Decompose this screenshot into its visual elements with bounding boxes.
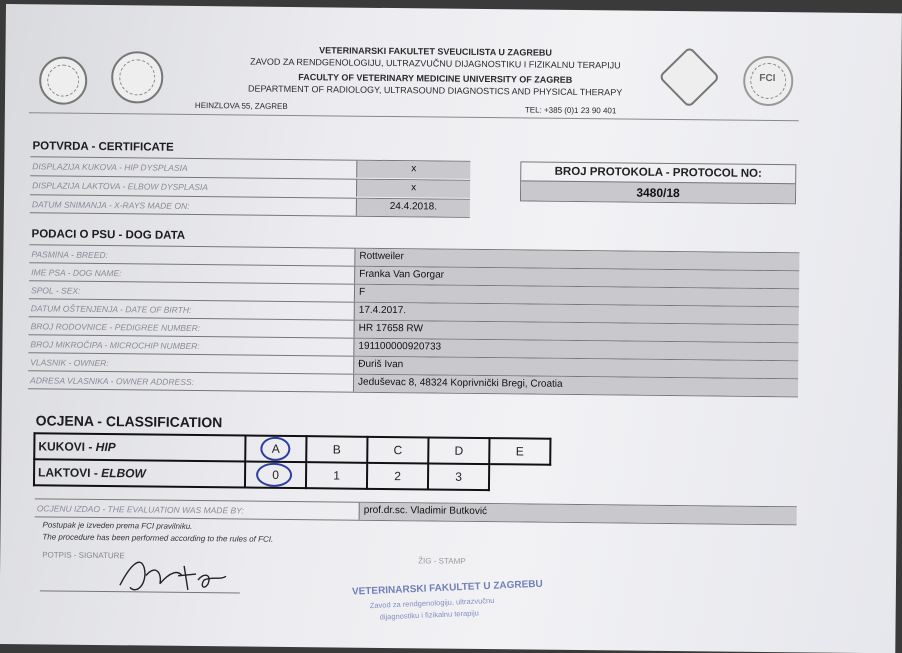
stamp-label: ŽIG - STAMP bbox=[418, 556, 466, 566]
dog-row: PASMINA - BREED: Rottweiler bbox=[29, 244, 799, 270]
hip-grade-A: A bbox=[245, 436, 306, 463]
header-line2: ZAVOD ZA RENDGENOLOGIJU, ULTRAZVUČNU DIJAGNOSTIKU I FIZIKALNU TERAPIJU bbox=[250, 56, 621, 71]
university-seal-logo bbox=[111, 51, 164, 104]
stamp-text-line2: Zavod za rendgenologiju, ultrazvučnu bbox=[369, 595, 495, 611]
certificate-title: POTVRDA - CERTIFICATE bbox=[32, 140, 174, 154]
fci-logo bbox=[743, 56, 794, 107]
hip-grade-E: E bbox=[489, 438, 550, 465]
elbow-grade-2: 2 bbox=[367, 463, 428, 490]
elbow-grade-row bbox=[34, 459, 550, 490]
protocol-number: 3480/18 bbox=[521, 180, 795, 203]
dog-row: DATUM OŠTENJENJA - DATE OF BIRTH: 17.4.2017. bbox=[29, 298, 799, 324]
elbow-grade-1: 1 bbox=[306, 462, 367, 489]
ecvdi-badge-logo bbox=[658, 46, 720, 108]
selected-circle-mark bbox=[256, 463, 292, 487]
fci-note-en: The procedure has been performed according to the rules of FCI. bbox=[42, 532, 274, 544]
dog-row: BROJ RODOVNICE - PEDIGREE NUMBER: HR 17658 RW bbox=[29, 316, 799, 342]
faculty-logo-left bbox=[39, 56, 88, 105]
header-line3: FACULTY OF VETERINARY MEDICINE UNIVERSITY OF ZAGREB bbox=[298, 72, 573, 85]
hip-grade-D: D bbox=[428, 437, 489, 464]
dog-row: BROJ MIKROČIPA - MICROCHIP NUMBER: 191100000920733 bbox=[28, 334, 798, 360]
elbow-grade-3: 3 bbox=[428, 463, 489, 490]
protocol-label: BROJ PROTOKOLA - PROTOCOL NO: bbox=[554, 165, 762, 180]
fci-logo-text: FCI bbox=[759, 72, 776, 85]
header-address: HEINZLOVA 55, ZAGREB bbox=[194, 100, 288, 111]
selected-circle-mark bbox=[260, 437, 290, 461]
dog-data-title: PODACI O PSU - DOG DATA bbox=[31, 228, 186, 242]
stamp-text-line1: VETERINARSKI FAKULTET U ZAGREBU bbox=[351, 578, 543, 598]
elbow-empty-cell bbox=[489, 464, 550, 491]
hip-grade-C: C bbox=[367, 437, 428, 464]
fci-note-hr: Postupak je izveden prema FCI pravilniku. bbox=[42, 520, 193, 531]
dog-row: SPOL - SEX: F bbox=[29, 280, 799, 306]
dog-row: ADRESA VLASNIKA - OWNER ADDRESS: Jeduševac 8, 48324 Koprivnički Bregi, Croatia bbox=[28, 370, 798, 397]
hip-grade-B: B bbox=[306, 436, 367, 463]
header-line1: VETERINARSKI FAKULTET SVEUCILISTA U ZAGREBU bbox=[319, 45, 552, 58]
elbow-grade-0: 0 bbox=[245, 462, 306, 489]
evaluator-name: prof.dr.sc. Vladimir Butković bbox=[359, 503, 797, 525]
cert-row: DISPLAZIJA LAKTOVA - ELBOW DYSPLASIA x bbox=[30, 175, 470, 198]
stamp-text-line3: dijagnostiku i fizikalnu terapiju bbox=[379, 608, 480, 622]
signature-label: POTPIS - SIGNATURE bbox=[42, 550, 125, 561]
header-tel: TEL: +385 (0)1 23 90 401 bbox=[524, 105, 617, 116]
evaluation-row: OCJENU IZDAO - THE EVALUATION WAS MADE BY: prof.dr.sc. Vladimir Butković bbox=[35, 498, 797, 525]
classification-table bbox=[33, 432, 552, 491]
header-line4: DEPARTMENT OF RADIOLOGY, ULTRASOUND DIAGNOSTICS AND PHYSICAL THERAPY bbox=[247, 83, 623, 98]
classification-title: OCJENA - CLASSIFICATION bbox=[35, 412, 223, 431]
hip-label: KUKOVI - HIP bbox=[34, 433, 245, 461]
header-divider bbox=[29, 112, 799, 121]
elbow-label: LAKTOVI - ELBOW bbox=[34, 459, 245, 487]
cert-row: DATUM SNIMANJA - X-RAYS MADE ON: 24.4.2018. bbox=[30, 194, 470, 218]
cert-row: DISPLAZIJA KUKOVA - HIP DYSPLASIA x bbox=[30, 156, 470, 179]
certificate-page bbox=[0, 4, 902, 653]
dog-row: IME PSA - DOG NAME: Franka Van Gorgar bbox=[29, 262, 799, 288]
protocol-box bbox=[520, 161, 796, 204]
dog-row: VLASNIK - OWNER: Đuriš Ivan bbox=[28, 352, 798, 378]
